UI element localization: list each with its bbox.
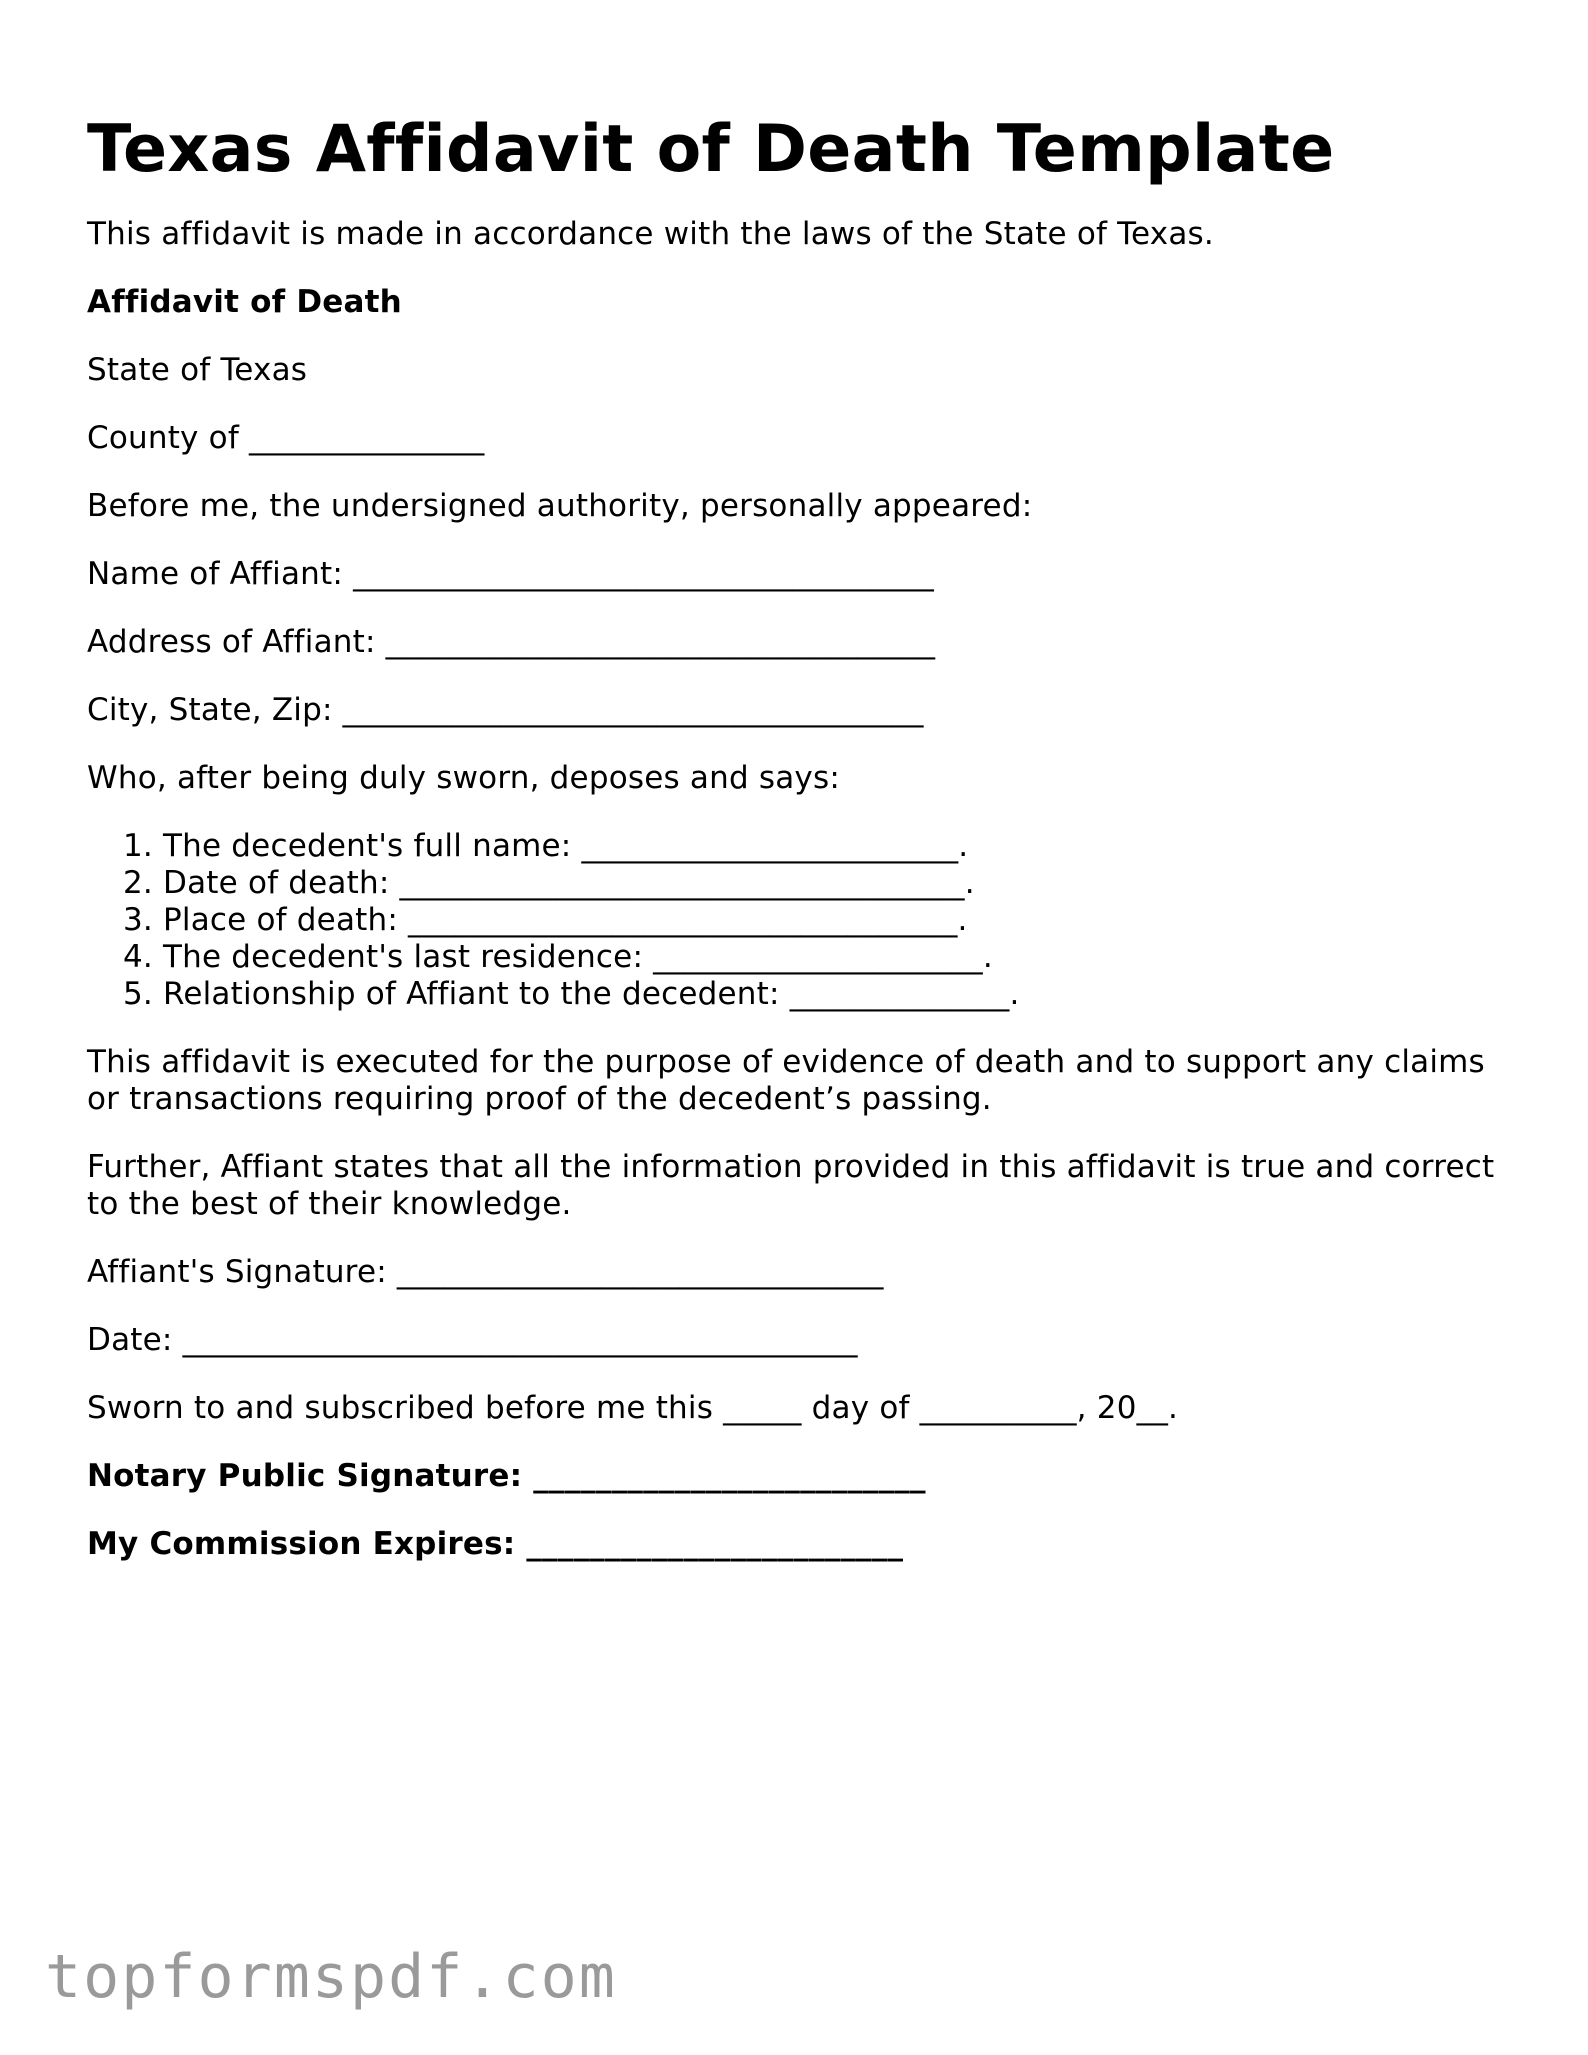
sworn-line: Who, after being duly sworn, deposes and says: [87, 760, 840, 796]
list-item-relationship: 5. Relationship of Affiant to the decedent: ______________. [163, 976, 1507, 1013]
purpose-paragraph: This affidavit is executed for the purpose of evidence of death and to support any claims or transactions requiring proof of the decedent’s passing. [87, 1044, 1485, 1117]
date-field: Date: ___________________________________________ [87, 1322, 858, 1358]
list-item-date-of-death: 2. Date of death: ____________________________________. [163, 865, 1507, 902]
list-item-last-residence: 4. The decedent's last residence: _____________________. [163, 939, 1507, 976]
affiant-address-field: Address of Affiant: ___________________________________ [87, 624, 936, 660]
commission-expires-field: My Commission Expires: ________________________ [87, 1526, 904, 1562]
affiant-city-field: City, State, Zip: _____________________________________ [87, 692, 924, 728]
truth-paragraph: Further, Affiant states that all the information provided in this affidavit is true and correct to the best of their knowledge. [87, 1149, 1495, 1222]
watermark-text: topformspdf.com [45, 1942, 617, 2012]
affiant-signature-field: Affiant's Signature: _______________________________ [87, 1254, 884, 1290]
county-field: County of _______________ [87, 420, 485, 456]
list-item-decedent-name: 1. The decedent's full name: ________________________. [163, 828, 1507, 865]
document-page [87, 105, 1507, 1594]
intro-text: This affidavit is made in accordance with the laws of the State of Texas. [87, 216, 1214, 252]
affiant-name-field: Name of Affiant: _____________________________________ [87, 556, 934, 592]
list-item-place-of-death: 3. Place of death: ___________________________________. [163, 902, 1507, 939]
subscribed-line: Sworn to and subscribed before me this _____ day of __________, 20__. [87, 1390, 1179, 1426]
notary-signature-field: Notary Public Signature: _________________________ [87, 1458, 926, 1494]
document-title: Texas Affidavit of Death Template [87, 112, 1335, 187]
appeared-line: Before me, the undersigned authority, personally appeared: [87, 488, 1033, 524]
affidavit-heading: Affidavit of Death [87, 284, 402, 320]
deposition-list [87, 828, 1507, 1013]
state-line: State of Texas [87, 352, 308, 388]
